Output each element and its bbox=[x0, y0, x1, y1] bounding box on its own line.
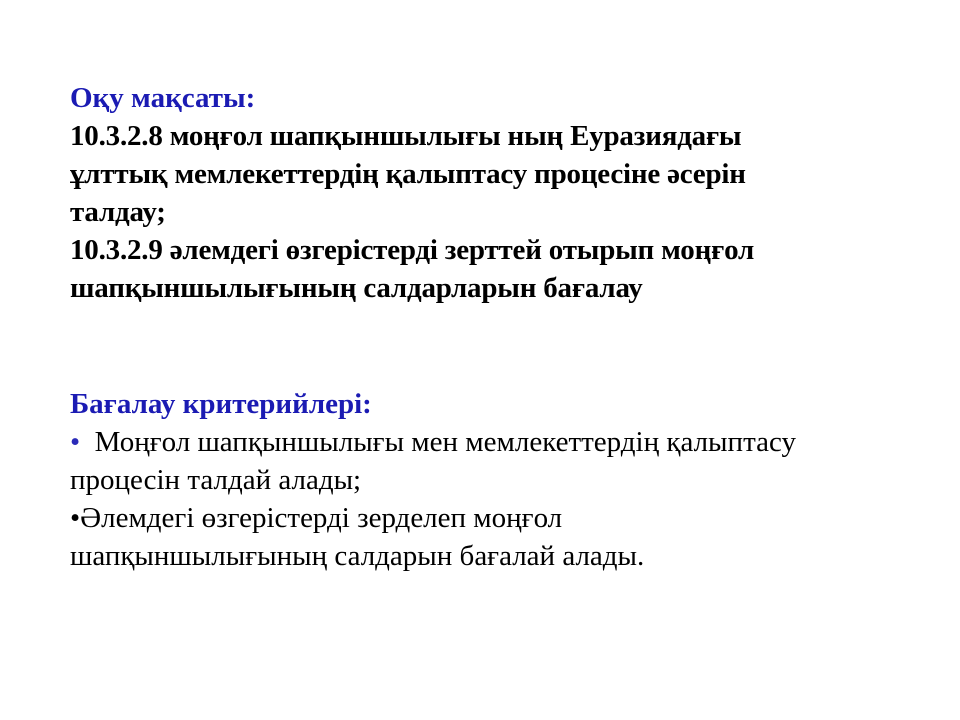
text-line: 10.3.2.9 әлемдегі өзгерістерді зерттей отырып моңғол bbox=[70, 234, 755, 266]
text-line: талдау; bbox=[70, 196, 166, 228]
criteria-text bbox=[70, 423, 900, 575]
text-line: ұлттық мемлекеттердің қалыптасу процесіне әсерін bbox=[70, 158, 746, 190]
text-line: шапқыншылығының салдарларын бағалау bbox=[70, 272, 643, 304]
text-line: 10.3.2.8 моңғол шапқыншылығы ның Еуразиядағы bbox=[70, 120, 742, 152]
objective-heading: Оқу мақсаты: bbox=[70, 82, 256, 114]
bullet-icon: • bbox=[70, 426, 81, 458]
criteria-heading: Бағалау критерийлері: bbox=[70, 388, 372, 420]
bullet-icon: • bbox=[70, 502, 81, 534]
learning-objective-block bbox=[70, 79, 900, 307]
text-line bbox=[70, 499, 900, 537]
bullet-text: шапқыншылығының салдарын бағалай алады. bbox=[70, 540, 645, 572]
objective-text bbox=[70, 117, 900, 307]
text-line bbox=[70, 537, 900, 575]
text-line bbox=[70, 423, 900, 461]
bullet-text: процесін талдай алады; bbox=[70, 464, 362, 496]
assessment-criteria-block bbox=[70, 385, 900, 575]
bullet-text: Әлемдегі өзгерістерді зерделеп моңғол bbox=[80, 502, 563, 534]
bullet-text: Моңғол шапқыншылығы мен мемлекеттердің қалыптасу bbox=[80, 426, 796, 458]
text-line bbox=[70, 461, 900, 499]
